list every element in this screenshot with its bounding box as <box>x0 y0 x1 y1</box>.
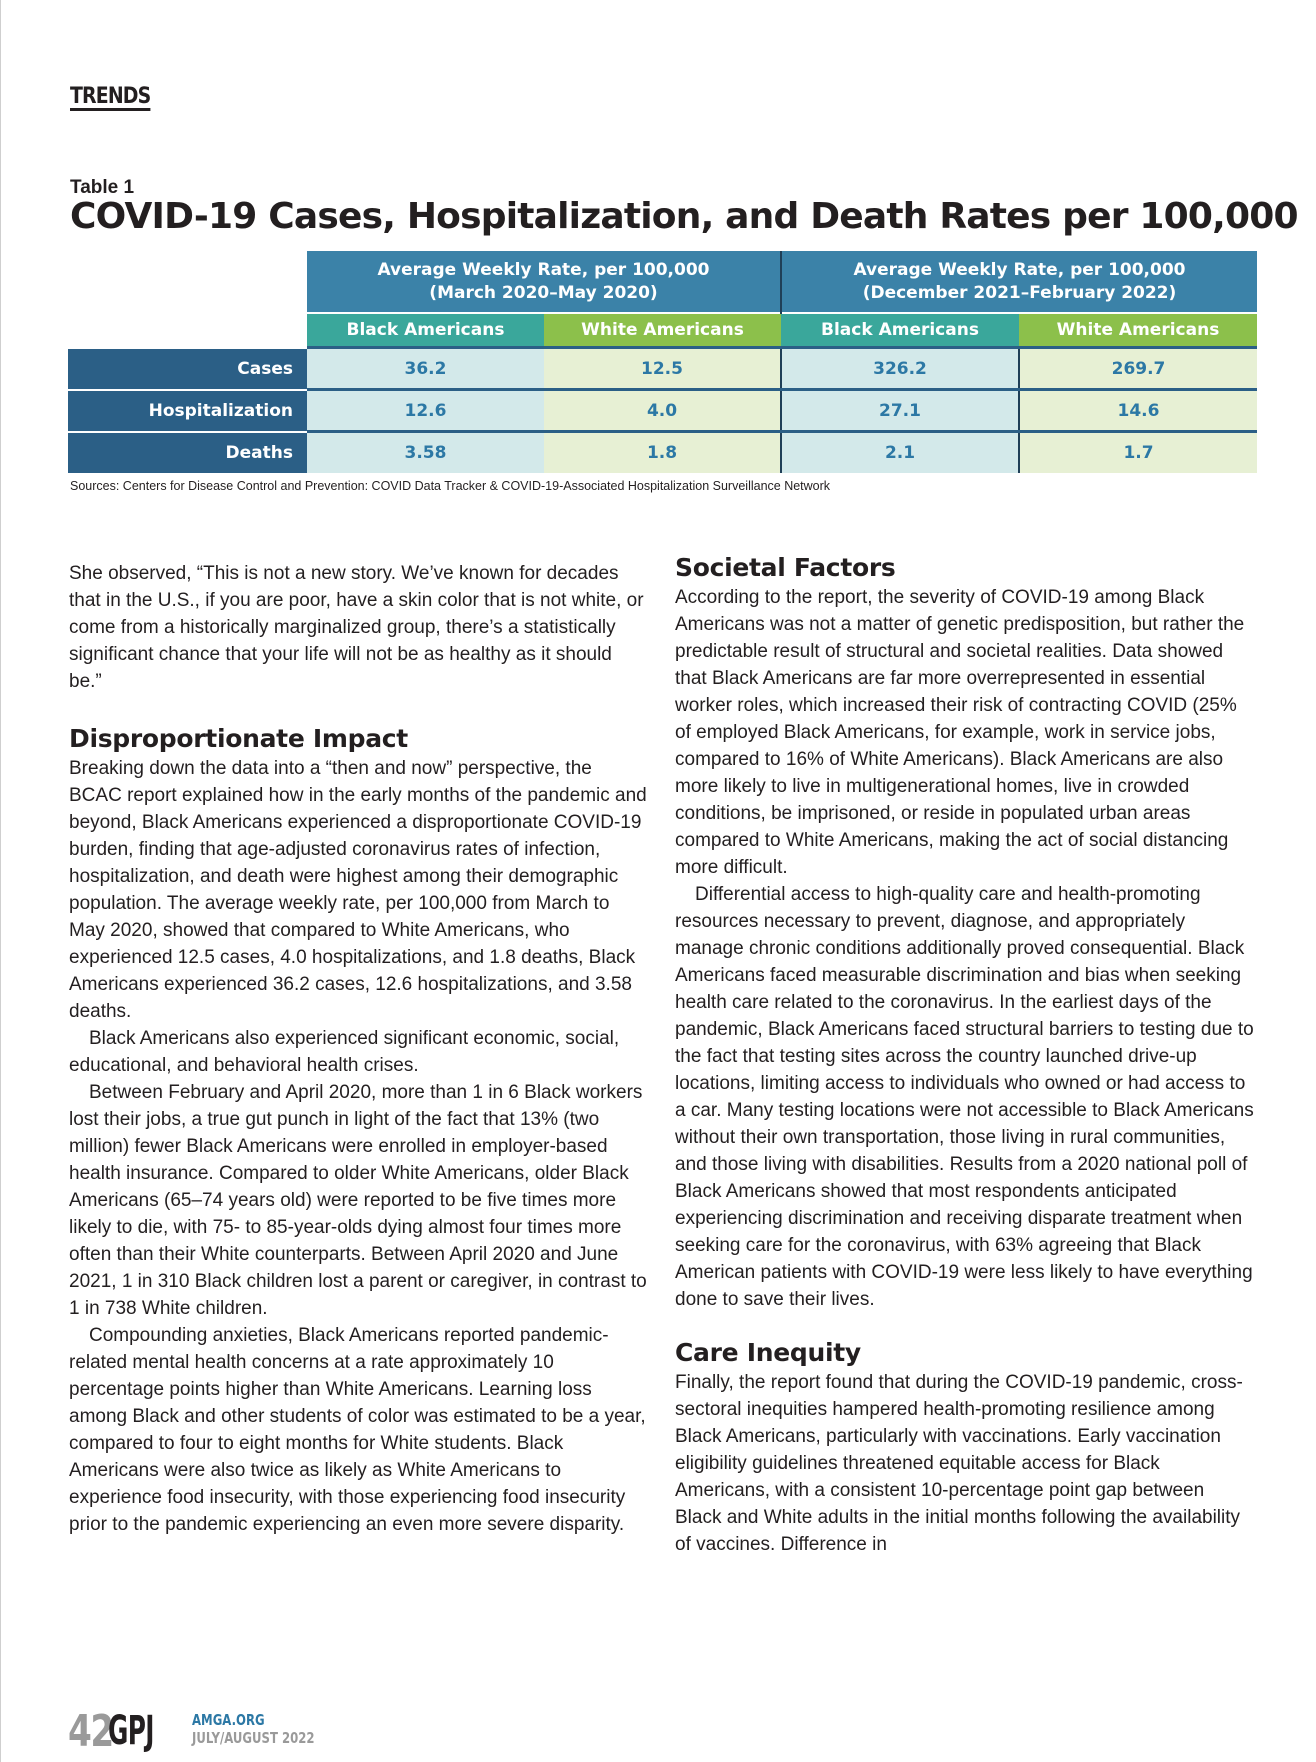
period-header-range: (December 2021–February 2022) <box>862 282 1177 303</box>
table-title: COVID-19 Cases, Hospitalization, and Death Rates per 100,000 <box>70 196 1298 237</box>
period-header-title: Average Weekly Rate, per 100,000 <box>377 259 710 280</box>
table-cell: 269.7 <box>1019 348 1257 390</box>
article-paragraph: Finally, the report found that during the COVID-19 pandemic, cross-sectoral inequities hampered health-promoting resilience among Black Americans, particularly with vaccinations. Early vaccination eligibility guidelines threatened equitable access for Black Americans, with a consistent 10-percentage point gap between Black and White adults in the initial months following the availability of vaccines. Difference in <box>675 1372 1243 1555</box>
group-header-black-americans: Black Americans <box>781 313 1019 348</box>
table-row-cases <box>68 348 1257 390</box>
table-cell: 2.1 <box>781 432 1019 473</box>
article-paragraph: Compounding anxieties, Black Americans reported pandemic-related mental health concerns at a rate approximately 10 percentage points higher than White Americans. Learning loss among Black and other students of color was estimated to be a year, compared to four to eight months for White students. Black Americans were also twice as likely as White Americans to experience food insecurity, with those experiencing food insecurity prior to the pandemic experiencing an even more severe disparity. <box>69 1325 646 1535</box>
table-row-deaths <box>68 432 1257 473</box>
table-cell: 326.2 <box>781 348 1019 390</box>
table-sources: Sources: Centers for Disease Control and Prevention: COVID Data Tracker & COVID-19-Associated Hospitalization Surveillance Network <box>70 479 831 493</box>
period-header-range: (March 2020–May 2020) <box>429 282 658 303</box>
table-cell: 27.1 <box>781 390 1019 432</box>
group-header-white-americans: White Americans <box>544 313 781 348</box>
table-cell: 14.6 <box>1019 390 1257 432</box>
article-column-right <box>675 552 1255 1558</box>
publication-logo: GPJ <box>108 1708 154 1754</box>
period-header-2021-2022 <box>781 251 1257 313</box>
period-header-2020 <box>307 251 781 313</box>
article-paragraph: According to the report, the severity of COVID-19 among Black Americans was not a matter of genetic predisposition, but rather the predictable result of structural and societal realities. Data showed that Black Americans are far more overrepresented in essential worker roles, which increased their risk of contracting COVID (25% of employed Black Americans, for example, work in service jobs, compared to 16% of White Americans). Black Americans are also more likely to live in multigenerational homes, live in crowded conditions, be imprisoned, or reside in populated urban areas compared to White Americans, making the act of social distancing more difficult. <box>675 587 1245 878</box>
period-header-title: Average Weekly Rate, per 100,000 <box>853 259 1186 280</box>
page-number: 42 <box>68 1706 113 1757</box>
section-heading: Disproportionate Impact <box>69 724 408 753</box>
table-row-hospitalization <box>68 390 1257 432</box>
table-cell: 4.0 <box>544 390 781 432</box>
publication-site: AMGA.ORG <box>192 1711 265 1729</box>
article-column-left <box>69 560 649 1538</box>
article-paragraph: Breaking down the data into a “then and now” perspective, the BCAC report explained how in the early months of the pandemic and beyond, Black Americans experienced a disproportionate COVID-19 burden, finding that age-adjusted coronavirus rates of infection, hospitalization, and death were highest among their demographic population. The average weekly rate, per 100,000 from March to May 2020, showed that compared to White Americans, who experienced 12.5 cases, 4.0 hospitalizations, and 1.8 deaths, Black Americans experienced 36.2 cases, 12.6 hospitalizations, and 3.58 deaths. <box>69 758 647 1022</box>
table-cell: 36.2 <box>307 348 544 390</box>
table-cell: 12.5 <box>544 348 781 390</box>
table-cell: 12.6 <box>307 390 544 432</box>
table-label: Table 1 <box>70 177 135 198</box>
article-paragraph: Differential access to high-quality care and health-promoting resources necessary to prevent, diagnose, and appropriately manage chronic conditions additionally proved consequential. Black Americans faced measurable discrimination and bias when seeking health care related to the coronavirus. In the earliest days of the pandemic, Black Americans faced structural barriers to testing due to the fact that testing sites across the country launched drive-up locations, limiting access to individuals who owned or had access to a car. Many testing locations were not accessible to Black Americans without their own transportation, those living in rural communities, and those living with disabilities. Results from a 2020 national poll of Black Americans showed that most respondents anticipated experiencing discrimination and receiving disparate treatment when seeking care for the coronavirus, with 63% agreeing that Black American patients with COVID-19 were less likely to have everything done to save their lives. <box>675 884 1254 1310</box>
table-group-header-row <box>68 313 1257 348</box>
group-header-white-americans: White Americans <box>1019 313 1257 348</box>
table-cell: 3.58 <box>307 432 544 473</box>
table-corner <box>68 251 307 313</box>
publication-issue: JULY/AUGUST 2022 <box>192 1729 315 1747</box>
page-edge-line <box>0 0 1 1762</box>
row-label: Cases <box>68 348 307 390</box>
table-cell: 1.7 <box>1019 432 1257 473</box>
table-cell: 1.8 <box>544 432 781 473</box>
section-tag: TRENDS <box>70 84 151 109</box>
section-heading: Societal Factors <box>675 553 896 582</box>
row-label: Hospitalization <box>68 390 307 432</box>
group-header-black-americans: Black Americans <box>307 313 544 348</box>
table-period-header-row <box>68 251 1257 313</box>
article-paragraph: Between February and April 2020, more than 1 in 6 Black workers lost their jobs, a true gut punch in light of the fact that 13% (two million) fewer Black Americans were enrolled in employer-based health insurance. Compared to older White Americans, older Black Americans (65–74 years old) were reported to be five times more likely to die, with 75- to 85-year-olds dying almost four times more often than their White counterparts. Between April 2020 and June 2021, 1 in 310 Black children lost a parent or caregiver, in contrast to 1 in 738 White children. <box>69 1082 647 1319</box>
row-label: Deaths <box>68 432 307 473</box>
article-paragraph: Black Americans also experienced significant economic, social, educational, and behavioral health crises. <box>69 1028 620 1076</box>
section-heading: Care Inequity <box>675 1338 861 1367</box>
rates-table <box>68 251 1257 473</box>
article-paragraph: She observed, “This is not a new story. We’ve known for decades that in the U.S., if you are poor, have a skin color that is not white, or come from a historically marginalized group, there’s a statistically significant chance that your life will not be as healthy as it should be.” <box>69 563 644 692</box>
